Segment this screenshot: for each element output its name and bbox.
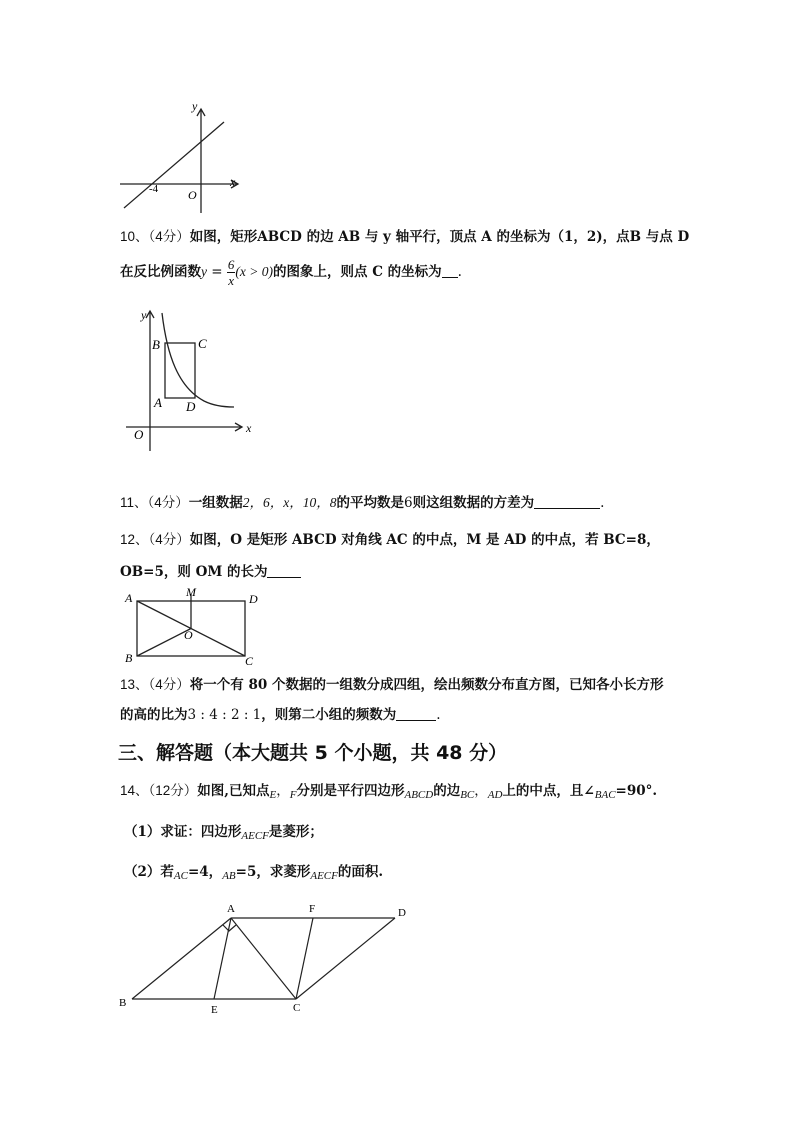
question-10-number: 10、（4分） — [120, 229, 190, 244]
figure-q14-parallelogram — [110, 898, 420, 1023]
figure-q10-hyperbola — [118, 305, 268, 455]
point-label-C: C — [245, 654, 254, 668]
section-3-heading: 三、解答题（本大题共 5 个小题，共 48 分） — [118, 742, 508, 764]
question-12-line1: 12、（4分）如图，O 是矩形 ABCD 对角线 AC 的中点，M 是 AD 的中点，若 BC=8， — [120, 532, 660, 548]
question-14-part2: （2）若$_{AC}$=4，$_{AB}$=5，求菱形$_{AECF}$的面积. — [124, 864, 384, 882]
point-label-E: E — [211, 1004, 218, 1016]
point-label-C: C — [293, 1002, 301, 1014]
y-axis-label: y — [141, 308, 147, 322]
answer-blank-q12[interactable] — [267, 563, 301, 578]
function-line — [124, 122, 224, 208]
point-label-O: O — [184, 628, 193, 642]
question-12-line2: OB=5，则 OM 的长为 — [120, 562, 301, 582]
point-label-B: B — [119, 997, 127, 1009]
question-10-text: 如图，矩形ABCD 的边 AB 与 y 轴平行，顶点 A 的坐标为（1，2)，点B 与点 D — [189, 229, 690, 245]
answer-blank-q13[interactable] — [396, 706, 436, 721]
x-axis-label: x — [246, 421, 252, 435]
figure-q12-rectangle — [118, 585, 268, 670]
intercept-label: -4 — [149, 183, 159, 195]
point-label-D: D — [186, 399, 196, 414]
point-label-A: A — [154, 395, 162, 410]
point-label-A: A — [125, 591, 133, 605]
point-label-M: M — [186, 585, 196, 599]
segment-OB — [137, 629, 191, 657]
question-13-line1: 13、（4分）将一个有 80 个数据的一组数分成四组，绘出频数分布直方图，已知各小长方形 — [120, 677, 664, 693]
question-14-part1: （1）求证：四边形$_{AECF}$是菱形； — [124, 824, 323, 842]
diagonal-AC — [231, 918, 296, 999]
question-14-stem: 14、（12分）如图,已知点$_E$，$_F$分别是平行四边形$_{ABCD}$的边$_{BC}$，$_{AD}$上的中点，且$\angle_{BAC}=90^\circ$. — [120, 783, 658, 801]
answer-blank-q10[interactable] — [442, 263, 458, 278]
figure-q9-line-graph — [112, 95, 252, 220]
mean-value: 6 — [404, 495, 413, 511]
point-label-A: A — [227, 903, 235, 915]
question-10-line2: 在反比例函数y = $\frac{6}{x}$ (x > 0)的图象上，则点 C 的坐标为 . — [120, 257, 462, 288]
point-label-F: F — [309, 903, 316, 915]
point-label-B: B — [152, 337, 160, 352]
x-axis-label: x — [230, 175, 236, 189]
origin-label: O — [134, 427, 144, 442]
point-label-B: B — [125, 651, 133, 665]
origin-label: O — [188, 188, 197, 202]
point-label-C: C — [198, 336, 207, 351]
question-13-line2: 的高的比为3 : 4 : 2 : 1，则第二小组的频数为 . — [120, 707, 441, 723]
point-label-D: D — [249, 592, 258, 606]
function-y: y — [201, 264, 207, 279]
domain-condition: (x > 0) — [235, 264, 273, 279]
answer-blank-q11[interactable] — [534, 494, 600, 509]
question-11: 11、（4分）一组数据2，6，x，10，8的平均数是6则这组数据的方差为 . — [120, 495, 605, 511]
question-10-line1 — [120, 227, 689, 247]
hyperbola-curve — [162, 313, 234, 407]
y-axis-label: y — [192, 99, 198, 113]
fraction-6-over-x: $\frac{6}{x}$ — [227, 257, 235, 288]
ratio: 3 : 4 : 2 : 1 — [187, 707, 262, 723]
data-values: 2，6，x，10，8 — [242, 495, 337, 510]
point-label-D: D — [398, 907, 406, 919]
